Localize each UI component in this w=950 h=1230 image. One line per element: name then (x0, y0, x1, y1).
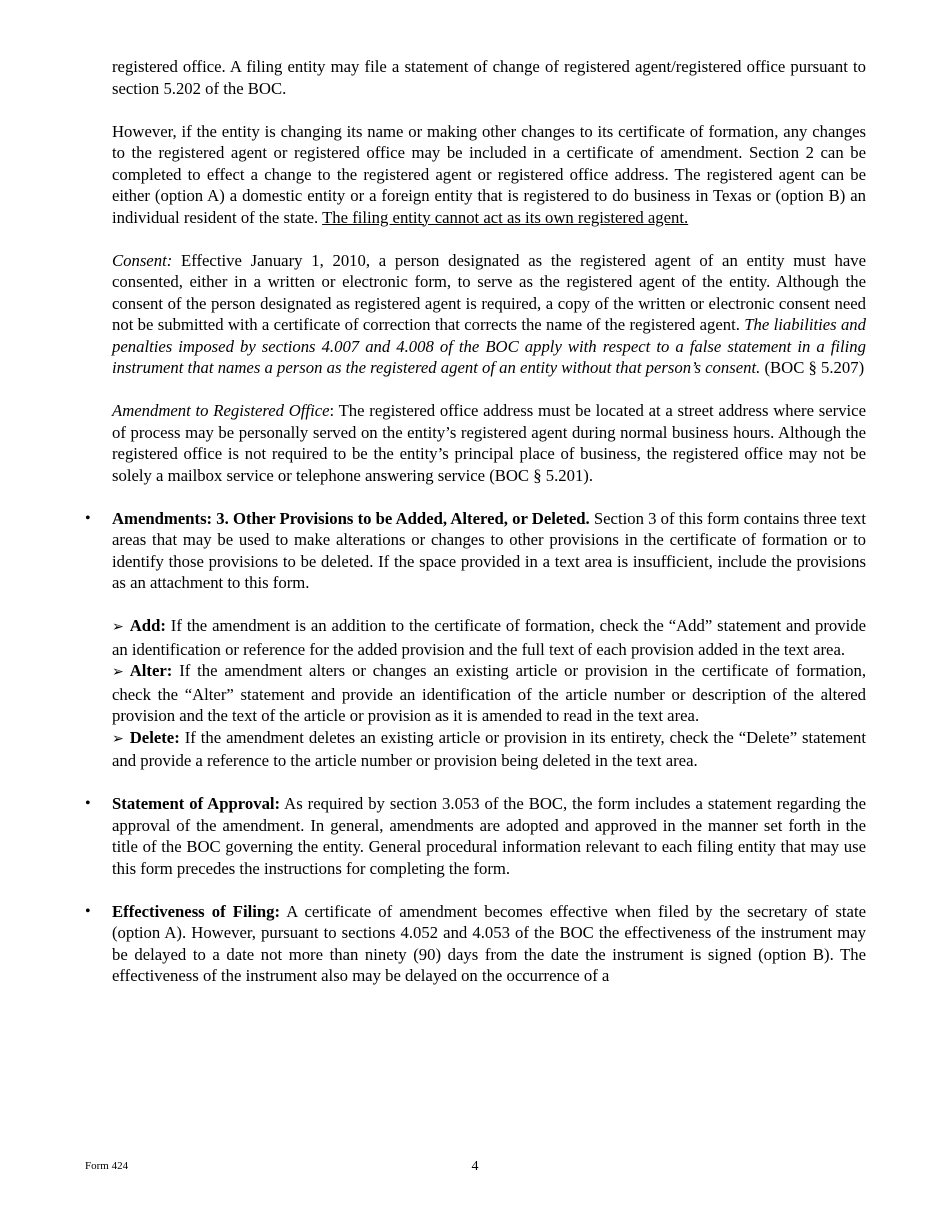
amendments-text: Section 3 of this form contains three text areas that may be used to make alterations or changes to other provisions in the certificate of formation or to identify those provisions to be deleted. If the space provided in a text area is insufficient, include the provisions as an attachment to this form. (112, 508, 866, 592)
delete-label: Delete: (129, 727, 180, 747)
amendment-add-item (112, 615, 866, 660)
paragraph-registered-office-intro: registered office. A filing entity may file a statement of change of registered agent/registered office pursuant to section 5.202 of the BOC. (112, 57, 866, 98)
paragraph-amendment-office (112, 400, 866, 486)
consent-liability-text: The liabilities and penalties imposed by sections 4.007 and 4.008 of the BOC apply with respect to a false statement in a filing instrument that names a person as the registered agent of an entity without that person’s consent. (112, 315, 866, 377)
approval-label: Statement of Approval: (112, 794, 281, 813)
own-agent-warning: The filing entity cannot act as its own registered agent. (322, 207, 689, 227)
delete-text: If the amendment deletes an existing article or provision in its entirety, check the “Delete” statement and provide a reference to the article number or provision being deleted in the text area. (112, 727, 866, 770)
paragraph-consent (112, 250, 866, 379)
arrow-icon: ➢ (112, 731, 124, 747)
bullet-effectiveness-of-filing (85, 901, 866, 987)
amendment-office-text: : The registered office address must be located at a street address where service of process may be personally served on the entity’s registered agent during normal business hours. Although the registered office is not required to be the entity’s principal place of business, the registered office may not be solely a mailbox service or telephone answering service (BOC § 5.201). (112, 401, 866, 485)
bullet-amendments (85, 508, 866, 772)
effectiveness-label: Effectiveness of Filing: (112, 901, 281, 921)
document-body (85, 56, 867, 987)
effectiveness-paragraph (112, 901, 866, 987)
amendment-delete-item (112, 727, 866, 772)
add-label: Add: (129, 616, 166, 635)
arrow-icon: ➢ (112, 665, 124, 680)
amendments-paragraph (112, 508, 866, 594)
bullet-icon: • (85, 902, 91, 920)
page-number: 4 (471, 1159, 479, 1174)
amendments-label: Amendments: 3. Other Provisions to be Added, Altered, or Deleted. (112, 508, 590, 528)
amendment-office-label: Amendment to Registered Office (112, 401, 330, 420)
arrow-icon: ➢ (112, 620, 124, 635)
form-number: Form 424 (85, 1160, 129, 1172)
alter-text: If the amendment alters or changes an existing article or provision in the certificate of formation, check the “Alter” statement and provide an identification of the article number or description of the altered provision and the text of the article or provision as it is amended to read in the text area. (112, 661, 866, 725)
approval-text: As required by section 3.053 of the BOC, the form includes a statement regarding the approval of the amendment. In general, amendments are adopted and approved in the manner set forth in the title of the BOC governing the entity. General procedural information relevant to each filing entity that may use this form precedes the instructions for completing the form. (112, 794, 867, 878)
alter-label: Alter: (129, 661, 173, 680)
consent-citation: (BOC § 5.207) (760, 358, 865, 377)
amendment-alter-item (112, 660, 866, 727)
bullet-icon: • (85, 795, 91, 812)
paragraph-registered-agent-changes (112, 121, 866, 229)
bullet-statement-of-approval (85, 793, 867, 879)
effectiveness-text: A certificate of amendment becomes effective when filed by the secretary of state (option A). However, pursuant to sections 4.052 and 4.053 of the BOC the effectiveness of the instrument may be delayed to a date not more than ninety (90) days from the date the instrument is signed (option B). The effectiveness of the instrument also may be delayed on the occurrence of a (112, 901, 866, 985)
consent-text: Effective January 1, 2010, a person designated as the registered agent of an entity must have consented, either in a written or electronic form, to serve as the registered agent of the entity. Although the consent of the person designated as registered agent is required, a copy of the written or electronic consent need not be submitted with a certificate of correction that corrects the name of the registered agent. (112, 250, 866, 334)
add-text: If the amendment is an addition to the certificate of formation, check the “Add” statement and provide an identification or reference for the added provision and the full text of each provision added in the text area. (112, 616, 866, 659)
bullet-icon: • (85, 509, 91, 527)
registered-agent-text: However, if the entity is changing its name or making other changes to its certificate of formation, any changes to the registered agent or registered office may be included in a certificate of amendment. Section 2 can be completed to effect a change to the registered agent or registered office address. The registered agent can be either (option A) a domestic entity or a foreign entity that is registered to do business in Texas or (option B) an individual resident of the state. (112, 121, 866, 227)
consent-label: Consent: (112, 250, 173, 270)
approval-paragraph (112, 793, 866, 879)
